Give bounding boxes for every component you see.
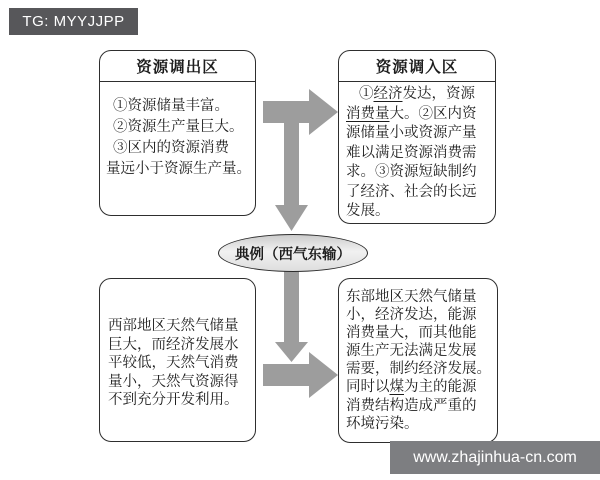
underlined-term: 煤 bbox=[389, 379, 404, 396]
dest-region-box bbox=[338, 50, 496, 224]
line-text: 同时以 bbox=[346, 379, 390, 396]
example-ellipse bbox=[218, 234, 368, 272]
east-region-box bbox=[338, 278, 498, 443]
line-text: 大。②区内资 bbox=[389, 105, 477, 122]
down-arrow-from-example bbox=[275, 271, 308, 362]
body-line: 量小，天然气资源得 bbox=[108, 373, 239, 390]
watermark-top-banner: TG: MYYJJPP bbox=[9, 8, 138, 35]
line-text: ① bbox=[359, 86, 374, 102]
body-line: 平较低，天然气消费 bbox=[108, 355, 239, 371]
line-text: 发达，资源 bbox=[402, 86, 475, 102]
underlined-term: 消费量 bbox=[346, 105, 390, 122]
body-line: 消费结构造成严重的 bbox=[346, 397, 477, 414]
body-line: 发展。 bbox=[346, 203, 390, 219]
top-right-arrow bbox=[263, 89, 338, 135]
body-line: 不到充分开发利用。 bbox=[108, 392, 239, 408]
body-line: 环境污染。 bbox=[346, 415, 419, 432]
body-line: 源生产无法满足发展 bbox=[346, 343, 477, 360]
west-region-box bbox=[99, 278, 256, 442]
body-line: 需要，制约经济发展。 bbox=[346, 361, 491, 378]
body-line: 小，经济发达，能源 bbox=[346, 307, 477, 324]
body-line: 了经济、社会的长远 bbox=[346, 183, 477, 200]
body-line: 难以满足资源消费需 bbox=[346, 144, 477, 161]
body-line: ①资源储量丰富。 bbox=[113, 98, 229, 114]
body-line: 东部地区天然气储量 bbox=[346, 289, 477, 305]
body-line: 求。③资源短缺制约 bbox=[346, 164, 477, 180]
dest-region-title: 资源调入区 bbox=[339, 51, 495, 82]
source-region-title: 资源调出区 bbox=[100, 51, 255, 82]
underlined-term: 经济 bbox=[373, 86, 403, 102]
body-line: ②资源生产量巨大。 bbox=[113, 119, 244, 135]
body-line: 巨大，而经济发展水 bbox=[108, 336, 239, 353]
body-line: 消费量大，而其他能 bbox=[346, 325, 477, 342]
body-line: 量远小于资源生产量。 bbox=[106, 161, 251, 177]
body-line: ③区内的资源消费 bbox=[113, 140, 229, 156]
watermark-bottom-banner: www.zhajinhua-cn.com bbox=[390, 441, 600, 474]
body-line bbox=[346, 378, 495, 396]
bottom-right-arrow bbox=[263, 352, 338, 398]
source-region-body bbox=[100, 82, 255, 180]
source-region-box bbox=[99, 50, 256, 216]
body-line bbox=[346, 105, 493, 125]
dest-region-body bbox=[339, 82, 495, 222]
body-line: 西部地区天然气储量 bbox=[108, 318, 239, 334]
body-line: 源储量小或资源产量 bbox=[346, 125, 477, 141]
east-region-body bbox=[339, 279, 497, 433]
west-region-body bbox=[100, 279, 255, 410]
down-arrow-to-example bbox=[275, 118, 308, 231]
example-label: 典例（西气东输） bbox=[235, 246, 351, 263]
line-text: 为主的能源 bbox=[404, 379, 477, 396]
body-line bbox=[346, 85, 493, 105]
